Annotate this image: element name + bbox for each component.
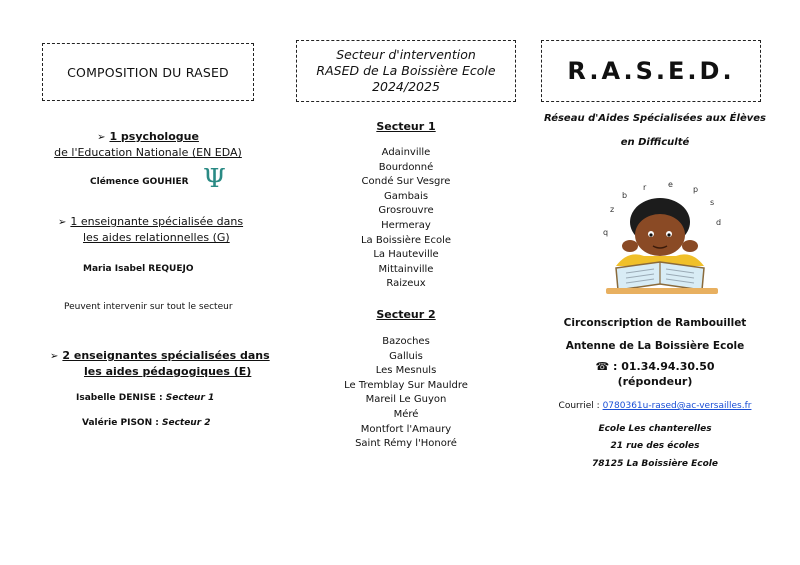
town-item: Saint Rémy l'Honoré xyxy=(355,438,457,450)
town-item: Montfort l'Amaury xyxy=(360,423,452,435)
circ-line2: Antenne de La Boissière Ecole xyxy=(565,340,745,352)
circ-line1: Circonscription de Rambouillet xyxy=(563,317,747,329)
letter-glyph: p xyxy=(693,185,699,194)
town-item: Les Mesnuls xyxy=(375,365,437,377)
address-line3: 78125 La Boissière Ecole xyxy=(592,459,718,469)
town-item: Hermeray xyxy=(381,219,431,231)
sector1-block xyxy=(296,120,516,292)
relational-block xyxy=(58,214,278,245)
middle-title-line3: 2024/2025 xyxy=(372,79,440,94)
letter-glyph: d xyxy=(716,218,722,227)
address-line1: Ecole Les chanterelles xyxy=(598,424,712,434)
rased-title: R.A.S.E.D. xyxy=(567,57,735,85)
face-shape xyxy=(635,214,685,256)
town-item: Adainville xyxy=(381,147,431,158)
town-item: Bourdonné xyxy=(378,161,434,173)
letter-glyph: b xyxy=(622,191,628,200)
phone-note: (répondeur) xyxy=(617,375,693,388)
rased-subtitle-line2: en Difficulté xyxy=(620,137,690,148)
psychologist-line1: 1 psychologue xyxy=(109,130,199,143)
relational-name: Maria Isabel REQUEJO xyxy=(83,264,194,274)
phone-line xyxy=(530,360,780,373)
mail-link[interactable]: 0780361u-rased@ac-versailles.fr xyxy=(602,401,752,411)
psychologist-block xyxy=(30,129,266,160)
address-line2: 21 rue des écoles xyxy=(610,441,700,451)
middle-title-line1: Secteur d'intervention xyxy=(336,47,476,62)
psychologist-line2: de l'Education Nationale (EN EDA) xyxy=(54,146,242,159)
town-item: Raizeux xyxy=(386,278,426,290)
teacher1 xyxy=(76,393,214,403)
town-item: Gambais xyxy=(383,190,429,202)
letter-glyph: q xyxy=(603,228,609,237)
child-reading-illustration xyxy=(598,180,728,300)
town-item: Mittainville xyxy=(378,263,434,275)
pupil-shape xyxy=(667,233,670,236)
psychologist-name: Clémence GOUHIER xyxy=(90,177,189,187)
pedagogic-block xyxy=(50,348,280,379)
pedagogic-line2: les aides pédagogiques (E) xyxy=(84,365,252,378)
sector2-label: Secteur 2 xyxy=(376,308,436,321)
pupil-shape xyxy=(649,233,652,236)
town-item: Grosrouvre xyxy=(378,205,434,217)
hand-shape xyxy=(682,240,698,252)
teacher1-sector: Secteur 1 xyxy=(165,393,215,403)
phone-icon: ☎ xyxy=(595,360,610,373)
desk-shape xyxy=(606,288,718,294)
left-title-box xyxy=(42,43,254,101)
middle-title-box xyxy=(296,40,516,102)
phone-number: : 01.34.94.30.50 xyxy=(609,360,715,373)
arrow-icon: ➢ xyxy=(50,351,59,362)
psi-icon: Ψ xyxy=(203,164,226,194)
mail-label: Courriel : xyxy=(558,401,603,411)
letter-glyph: s xyxy=(710,198,715,207)
rased-subtitle-line1: Réseau d'Aides Spécialisées aux Élèves xyxy=(544,113,766,124)
town-item: Le Tremblay Sur Mauldre xyxy=(344,379,468,391)
sector2-block xyxy=(296,308,516,452)
town-item: Mareil Le Guyon xyxy=(365,394,447,406)
letter-glyph: z xyxy=(610,205,615,214)
teacher1-name: Isabelle DENISE : xyxy=(76,393,166,403)
relational-line1: 1 enseignante spécialisée dans xyxy=(70,215,244,228)
sector-note: Peuvent intervenir sur tout le secteur xyxy=(64,302,233,312)
left-title: COMPOSITION DU RASED xyxy=(67,64,229,80)
town-item: Méré xyxy=(393,408,419,420)
pedagogic-line1: 2 enseignantes spécialisées dans xyxy=(62,349,270,362)
town-item: Condé Sur Vesgre xyxy=(361,176,451,188)
relational-line2: les aides relationnelles (G) xyxy=(83,231,230,244)
hand-shape xyxy=(622,240,638,252)
arrow-icon: ➢ xyxy=(97,132,106,143)
teacher2-name: Valérie PISON : xyxy=(82,418,162,428)
town-item: Galluis xyxy=(389,350,423,362)
letter-glyph: r xyxy=(643,183,647,192)
letter-glyph: e xyxy=(668,180,673,189)
mail-line xyxy=(530,401,780,411)
sector1-label: Secteur 1 xyxy=(376,120,436,133)
teacher2 xyxy=(82,418,211,428)
arrow-icon: ➢ xyxy=(58,217,67,228)
town-item: La Boissière Ecole xyxy=(360,234,452,246)
town-item: Bazoches xyxy=(382,336,430,347)
teacher2-sector: Secteur 2 xyxy=(161,418,211,428)
middle-title-line2: RASED de La Boissière Ecole xyxy=(316,63,496,78)
town-item: La Hauteville xyxy=(373,249,439,261)
rased-title-box xyxy=(541,40,761,102)
